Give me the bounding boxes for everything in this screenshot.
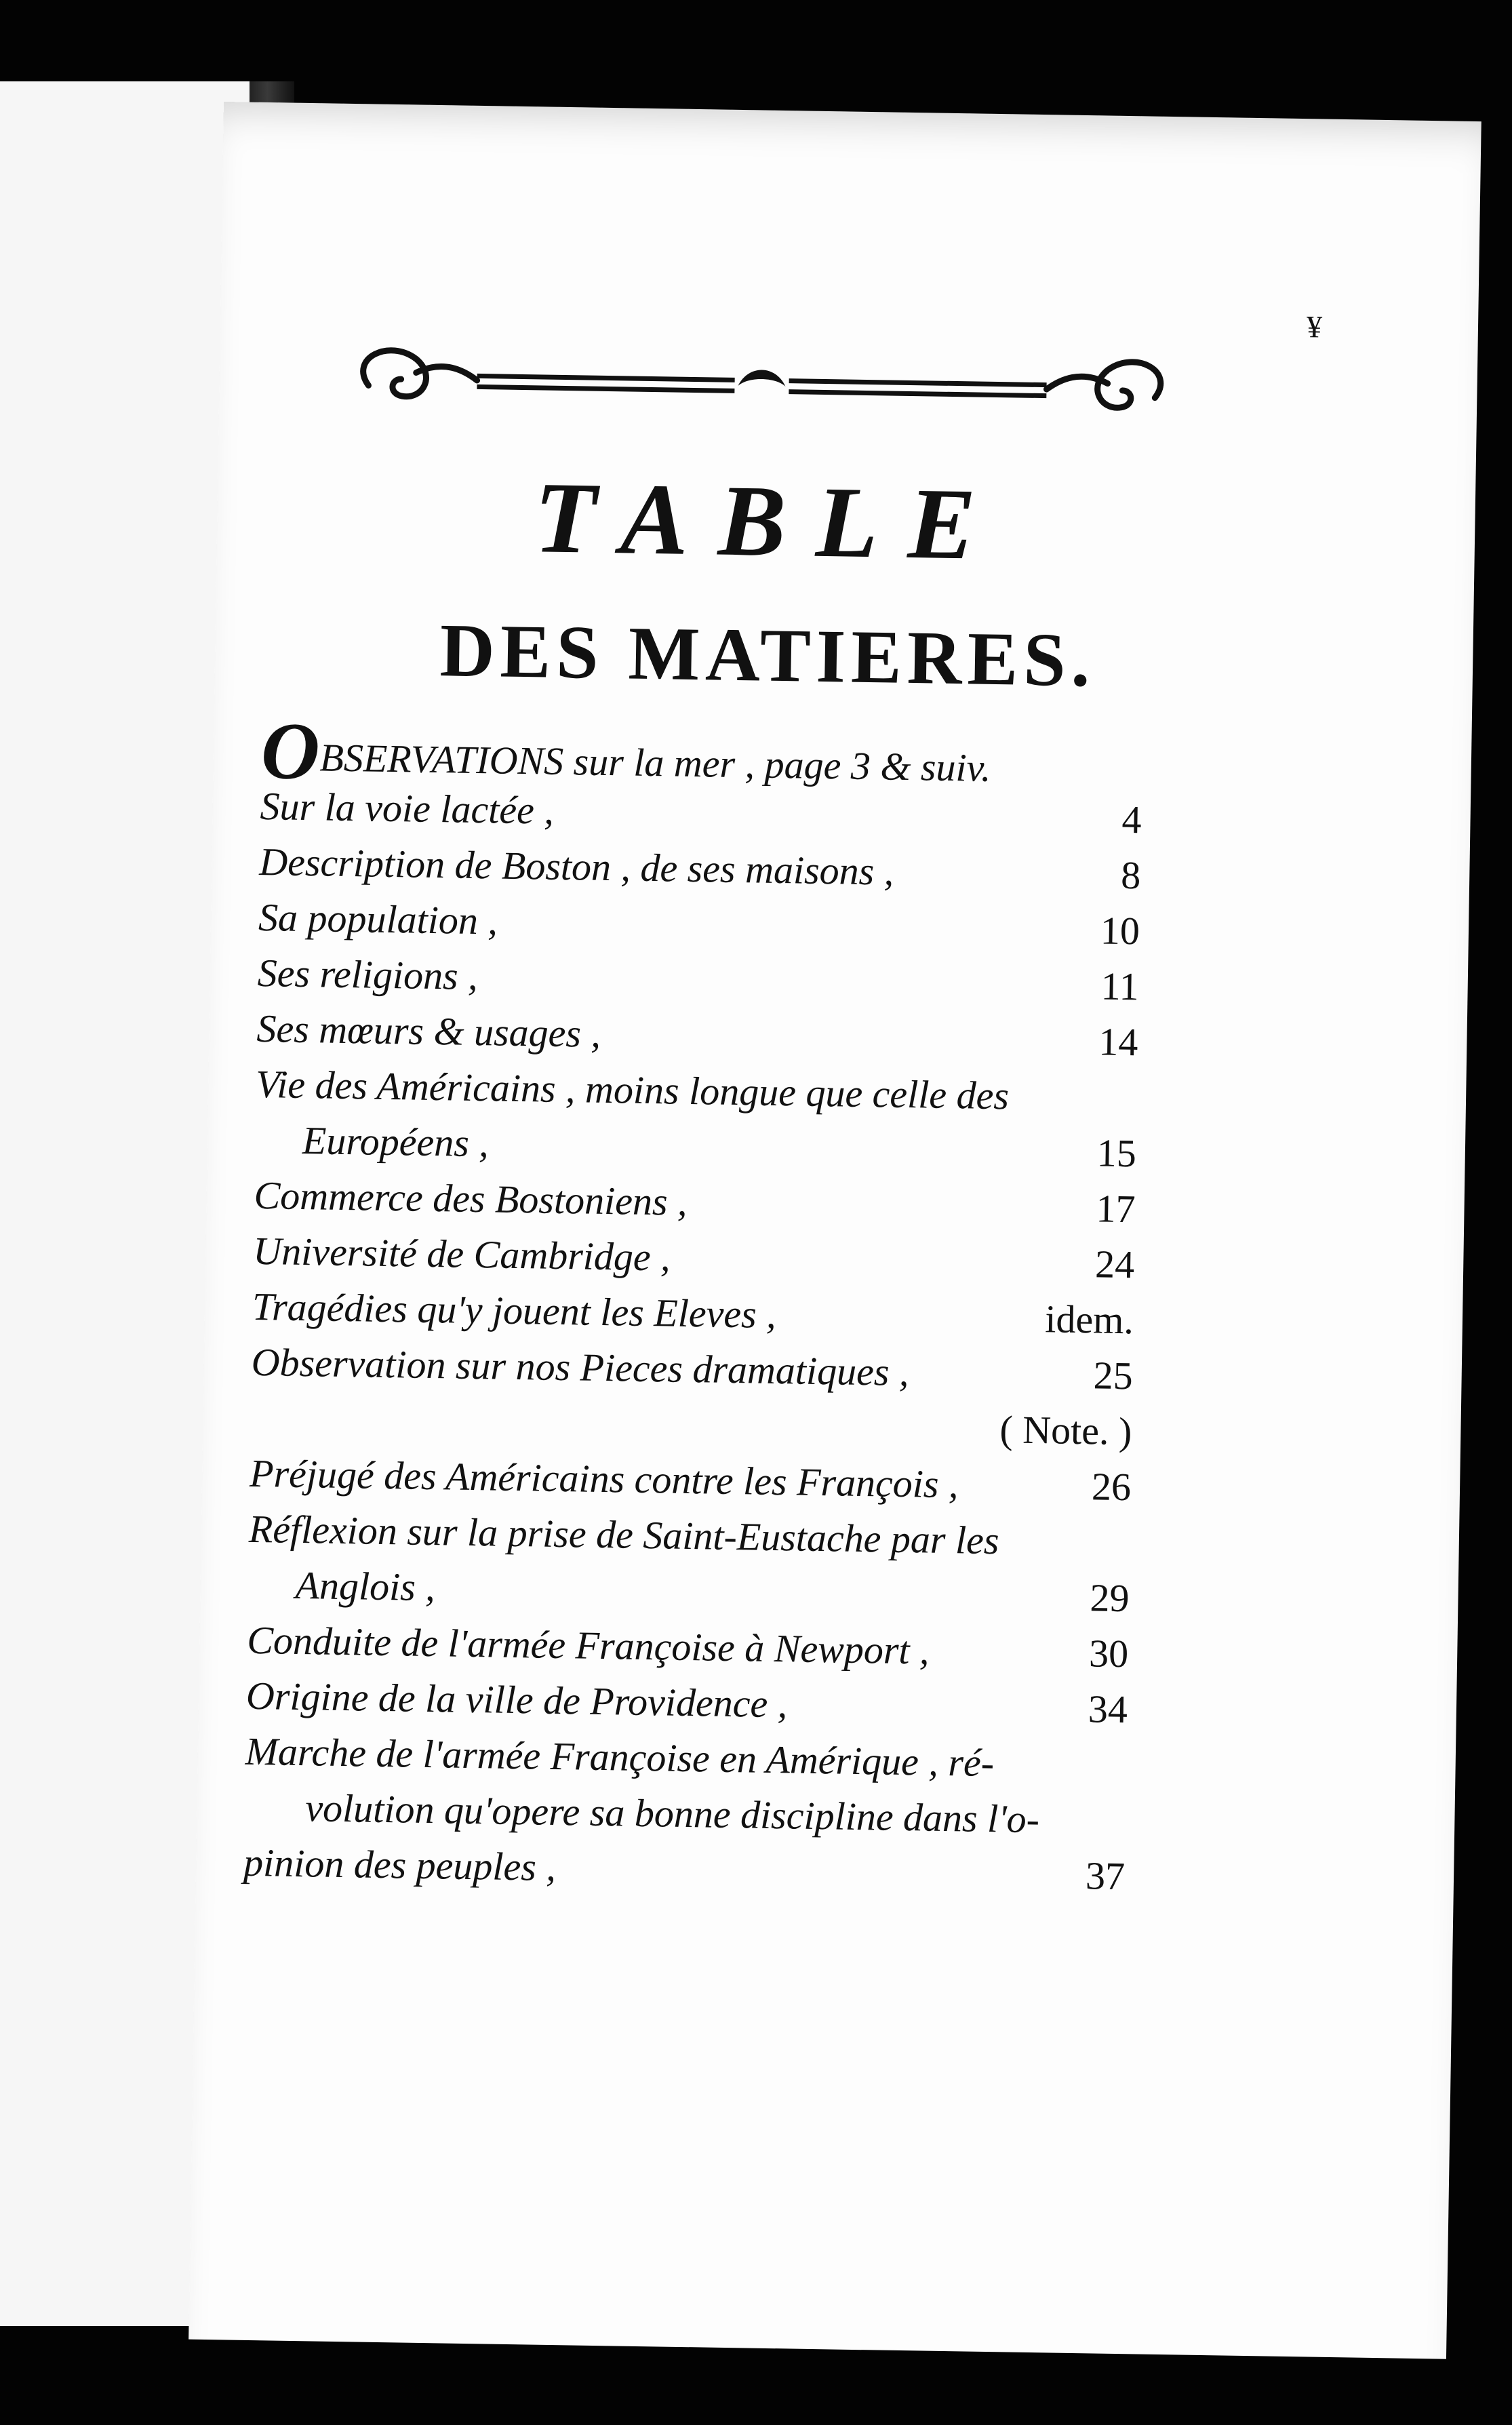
toc-entry-page: 24	[1094, 1242, 1135, 1287]
toc-entry-page: 15	[1096, 1130, 1137, 1176]
toc-entry-page: 8	[1120, 852, 1141, 898]
toc-entry-label: Conduite de l'armée Françoise à Newport ,	[246, 1617, 930, 1673]
toc-entry-label: Sa population ,	[258, 894, 498, 943]
toc-entry-label: pinion des peuples ,	[243, 1840, 557, 1890]
toc-entry-label: Sur la voie lactée ,	[260, 783, 555, 833]
toc-entry-page: 10	[1100, 908, 1140, 953]
toc-entry-page: 14	[1098, 1019, 1138, 1065]
toc-entry-label: Ses mœurs & usages ,	[256, 1006, 601, 1056]
toc-entry-label: Commerce des Bostoniens ,	[254, 1172, 688, 1224]
toc-entry-label: Université de Cambridge ,	[252, 1228, 671, 1280]
table-of-contents	[243, 705, 1143, 1904]
toc-entry-label: Description de Boston , de ses maisons ,	[258, 839, 894, 894]
toc-entry-label: Origine de la ville de Providence ,	[245, 1673, 788, 1727]
toc-entry-line: volution qu'opere sa bonne discipline dans l'o-	[304, 1786, 1040, 1842]
signature-mark: ¥	[1306, 309, 1323, 344]
toc-entry-label: Tragédies qu'y jouent les Eleves ,	[252, 1284, 777, 1337]
toc-entry-page: 29	[1089, 1575, 1130, 1621]
toc-entry-label: Observation sur nos Pieces dramatiques ,	[251, 1339, 910, 1395]
page-title: TABLE	[533, 461, 1007, 582]
toc-entry-page: 4	[1121, 797, 1142, 842]
toc-entry-page: 30	[1088, 1631, 1129, 1676]
page-subtitle: DES MATIERES.	[439, 608, 1096, 703]
toc-entry-page: 26	[1091, 1464, 1132, 1510]
toc-entry-line: Réflexion sur la prise de Saint-Eustache par les	[248, 1506, 999, 1563]
drop-cap: O	[260, 705, 321, 797]
page	[188, 102, 1481, 2359]
headpiece-ornament	[341, 331, 1183, 439]
toc-note: ( Note. )	[999, 1407, 1132, 1454]
toc-entry-page: 34	[1088, 1687, 1128, 1732]
toc-entry-page: idem.	[1044, 1297, 1134, 1343]
toc-entry-page: 17	[1096, 1186, 1136, 1231]
toc-entry-label: Européens ,	[302, 1118, 490, 1166]
toc-entry-page: 11	[1100, 964, 1140, 1009]
toc-entry-label: Anglois ,	[295, 1562, 436, 1610]
toc-entry-line: Vie des Américains , moins longue que celle des	[255, 1061, 1010, 1118]
toc-first-label: BSERVATIONS sur la mer , page 3 & suiv.	[319, 735, 992, 790]
toc-entry-label: Ses religions ,	[257, 950, 479, 999]
toc-entry-page: 25	[1093, 1353, 1134, 1398]
toc-entry-line: Marche de l'armée Françoise en Amérique , ré-	[245, 1729, 995, 1786]
toc-entry-page: 37	[1085, 1853, 1126, 1899]
toc-entry-label: Préjugé des Américains contre les François ,	[249, 1451, 959, 1507]
